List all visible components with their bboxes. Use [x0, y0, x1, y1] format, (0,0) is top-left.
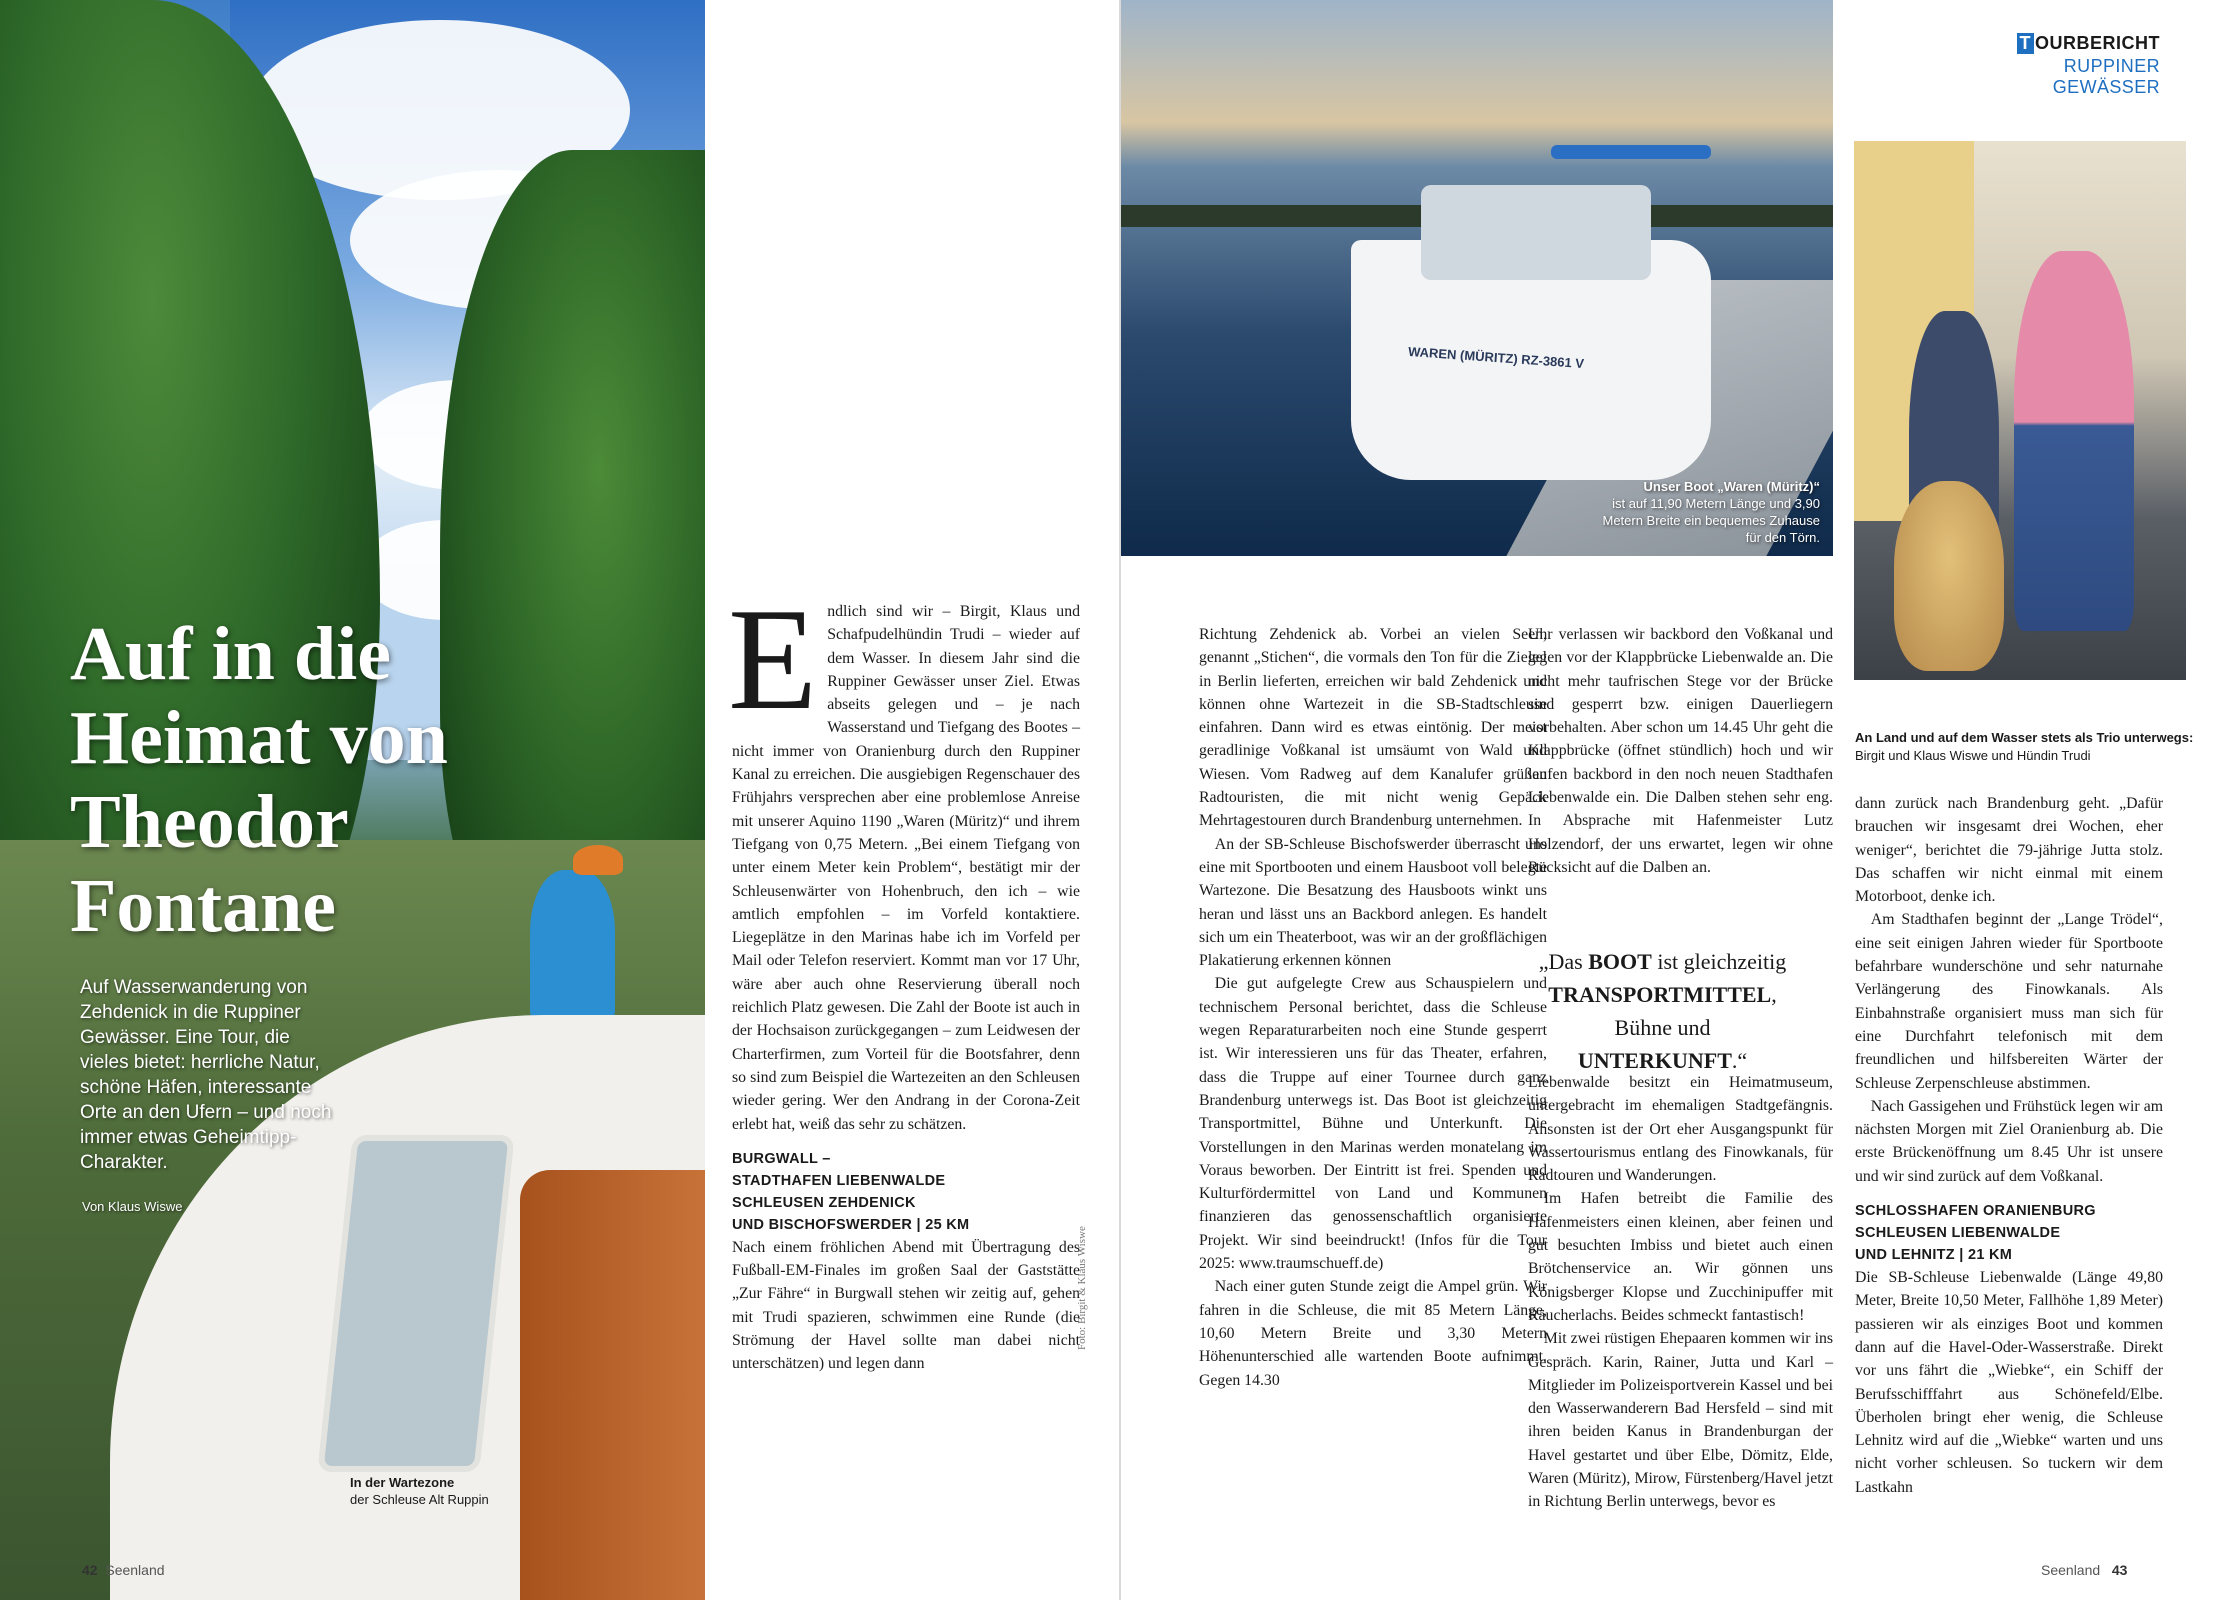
hero-caption	[350, 1474, 510, 1508]
drop-cap: E	[728, 578, 818, 740]
boat-roof	[1551, 145, 1711, 159]
boat-cabin	[1421, 185, 1651, 280]
author-byline: Von Klaus Wiswe	[82, 1199, 183, 1214]
wooden-deck	[520, 1170, 705, 1600]
hull-name: WAREN (MÜRITZ) RZ-3861 V	[1407, 343, 1585, 372]
subheading-line: SCHLEUSEN ZEHDENICK	[732, 1194, 916, 1211]
subheading	[1855, 1200, 2163, 1266]
paragraph: Liebenwalde besitzt ein Heimatmuseum, untergebracht im ehemaligen Stadtgefängnis. Ansonsten ist der Ort eher Ausgangspunkt für Wassertourismus entlang des Finowkanals, für Radtouren und Wanderungen.	[1528, 1074, 1833, 1185]
paragraph: Mit zwei rüstigen Ehepaaren kommen wir ins Gespräch. Karin, Rainer, Jutta und Karl – Mitglieder im Polizeisportverein Kassel und bei den Wasserwanderern Bad Hersfeld – sind mit ihren beiden Kanus in Brandenburgan der Havel gestartet und über Elbe, Dömitz, Elde, Waren (Müritz), Mirow, Fürstenberg/Havel jetzt in Richtung Berlin unterwegs, bevor es	[1528, 1330, 1833, 1511]
paragraph: Richtung Zehdenick ab. Vorbei an vielen Seen, genannt „Stichen“, die vormals den Ton für die Ziegel in Berlin lieferten, erreichen wir bald Zehdenick und können ohne Wartezeit in die SB-Stadtschleuse einfahren. Dann wird es etwas eintönig. Der meist geradlinige Voßkanal ist umsäumt von Wald und Wiesen. Vom Radweg auf dem Kanalufer grüßen Radtouristen, die mit nicht wenig Gepäck Mehrtagestouren durch Brandenburg unternehmen.	[1199, 626, 1547, 830]
people-caption-text: Birgit und Klaus Wiswe und Hündin Trudi	[1855, 748, 2091, 763]
text-column-2	[1199, 623, 1547, 1392]
text-column-1	[728, 578, 1080, 1376]
quote-emphasis: TRANSPORTMITTEL	[1548, 982, 1772, 1007]
magazine-name: Seenland	[2041, 1562, 2101, 1578]
paragraph: Nach einem fröhlichen Abend mit Übertragung des Fußball-EM-Finales im großen Saal der Gaststätte „Zur Fähre“ in Burgwall stehen wir zeitig auf, gehen mit Trudi spazieren, schwimmen eine Runde (die Strömung der Havel sollte man dabei nicht unterschätzen) und legen dann	[732, 1238, 1080, 1373]
paragraph: Die SB-Schleuse Liebenwalde (Länge 49,80 Meter, Breite 10,50 Meter, Fallhöhe 1,89 Meter) passieren wir als einziges Boot und kommen dann auf die Havel-Oder-Wasserstraße. Direkt vor uns fährt die „Wiebke“, ein Schiff der Berufsschifffahrt aus Schönefeld/Elbe. Überholen bringt eher wenig, die Schleuse Lehnitz wird auf die „Wiebke“ warten und uns nicht vorher schleusen. So tuckern wir dem Lastkahn	[1855, 1269, 2163, 1496]
page-number: 43	[2111, 1562, 2128, 1578]
boat-caption	[1590, 478, 1820, 546]
subheading-line: UND LEHNITZ | 21 KM	[1855, 1247, 2013, 1264]
folio-right	[2041, 1562, 2127, 1578]
people-photo	[1854, 141, 2186, 680]
section-label	[2005, 33, 2160, 54]
paragraph: An der SB-Schleuse Bischofswerder überrascht uns eine mit Sportbooten und einem Hausboot voll belegte Wartezone. Die Besatzung des Hausboots winkt uns heran und lässt uns an Backbord anlegen. Es handelt sich um ein Theaterboot, was wir an der großflächigen Plakatierung erkennen können	[1199, 835, 1547, 970]
subheading-line: SCHLEUSEN LIEBENWALDE	[1855, 1225, 2061, 1242]
section-initial: T	[2017, 33, 2035, 54]
quote-emphasis: BOOT	[1588, 949, 1652, 974]
subheading-line: STADTHAFEN LIEBENWALDE	[732, 1172, 946, 1189]
article-lead: Auf Wasserwanderung von Zehdenick in die Ruppiner Gewässer. Eine Tour, die vieles bietet: herrliche Natur, schöne Häfen, interessante Orte an den Ufern – und noch immer etwas Geheimtipp-Charakter.	[80, 977, 332, 1173]
paragraph: Am Stadthafen beginnt der „Lange Trödel“, eine seit einigen Jahren wieder für Sportboote befahrbare wunderschöne und sehr naturnahe Verlängerung des Finowkanals. Als Einbahnstraße organisiert muss man sich für eine Durchfahrt telefonisch mit dem freundlichen und hilfsbereiten Wärter der Schleuse Zerpenschleuse abstimmen.	[1855, 911, 2163, 1092]
people-caption	[1855, 729, 2195, 765]
paragraph: Nach einer guten Stunde zeigt die Ampel grün. Wir fahren in die Schleuse, die mit 85 Metern Länge, 10,60 Metern Breite und 3,30 Metern Höhenunterschied alle wartenden Boote aufnimmt. Gegen 14.30	[1199, 1278, 1547, 1389]
subheading	[732, 1148, 1080, 1236]
hero-caption-bold: In der Wartezone	[350, 1475, 455, 1490]
dog	[1894, 481, 2004, 671]
subheading-line: SCHLOSSHAFEN ORANIENBURG	[1855, 1203, 2096, 1220]
subheading-line: BURGWALL –	[732, 1150, 831, 1167]
quote-text: ist gleichzeitig	[1651, 949, 1787, 974]
quote-text: .“	[1731, 1048, 1748, 1073]
text-column-4	[1855, 792, 2163, 1499]
boat-caption-text: ist auf 11,90 Metern Länge und 3,90 Metern Breite ein bequemes Zuhause für den Törn.	[1602, 496, 1820, 545]
text-column-3	[1528, 623, 1833, 879]
paragraph: Die gut aufgelegte Crew aus Schauspielern und technischem Personal berichtet, dass die Schleuse wegen Reparaturarbeiten noch eine Stunde gesperrt ist. Wir interessieren uns für das Theater, erfahren, dass die Truppe auf einer Tournee durch ganz Brandenburg unterwegs ist. Das Boot ist gleichzeitig Transportmittel, Bühne und Unterkunft. Die Vorstellungen in den Marinas werden monatelang im Voraus beworben. Der Eintritt ist frei. Spenden und Kulturfördermittel von Land und Kommunen finanzieren das genossenschaftlich organisierte Projekt. Wir sind beeindruckt! (Infos für die Tour 2025: www.traumschueff.de)	[1199, 975, 1547, 1273]
people-caption-bold: An Land und auf dem Wasser stets als Trio unterwegs:	[1855, 730, 2194, 745]
boat-caption-bold: Unser Boot „Waren (Müritz)“	[1643, 479, 1820, 494]
paragraph: dann zurück nach Brandenburg geht. „Dafür brauchen wir insgesamt drei Wochen, eher weniger“, berichtet die 79-jährige Jutta stolz. Das schaffen wir nicht einmal mit einem Motorboot, denke ich.	[1855, 795, 2163, 906]
paragraph: Uhr verlassen wir backbord den Voßkanal und legen vor der Klappbrücke Liebenwalde an. Die nicht mehr taufrischen Stege vor der Brücke sind gesperrt bzw. einigen Dauerliegern vorbehalten. Aber schon um 14.45 Uhr geht die Klappbrücke (öffnet stündlich) hoch und wir laufen backbord in den noch neuen Stadthafen Liebenwalde ein. Die Dalben stehen sehr eng. In Absprache mit Hafenmeister Lutz Holzendorf, der uns erwartet, legen wir ohne Rücksicht auf die Dalben an.	[1528, 626, 1833, 876]
quote-emphasis: UNTERKUNFT	[1577, 1048, 1732, 1073]
page-number: 42	[82, 1562, 98, 1578]
paragraph: Im Hafen betreibt die Familie des Hafenmeisters einen kleinen, aber feinen und gut besuchten Imbiss und bietet auch einen Brötchenservice an. Wir gönnen uns Königsberger Klopse und Zucchinipuffer mit Räucherlachs. Beides schmeckt fantastisch!	[1528, 1190, 1833, 1324]
hero-caption-text: der Schleuse Alt Ruppin	[350, 1492, 489, 1507]
quote-text: „Das	[1538, 949, 1589, 974]
section-tag	[2005, 33, 2160, 98]
quote-text: , Bühne und	[1614, 982, 1777, 1040]
section-subtitle: RUPPINER GEWÄSSER	[2052, 56, 2160, 97]
paragraph: Nach Gassigehen und Frühstück legen wir am nächsten Morgen mit Ziel Oranienburg ab. Die erste Brückenöffnung um 8.45 Uhr ist unsere und wir sind zurück auf dem Voßkanal.	[1855, 1097, 2163, 1185]
photo-credit: Foto: Birgit & Klaus Wiswe	[1076, 1226, 1088, 1350]
pull-quote	[1520, 945, 1805, 1077]
folio-left	[82, 1562, 165, 1578]
man	[2014, 251, 2134, 631]
section-label-rest: OURBERICHT	[2035, 33, 2160, 53]
subheading-line: UND BISCHOFSWERDER | 25 KM	[732, 1216, 970, 1233]
article-headline: Auf in die Heimat von Theodor Fontane	[70, 612, 448, 948]
magazine-name: Seenland	[105, 1562, 165, 1578]
text-column-3-lower	[1528, 1071, 1833, 1514]
boat-photo	[1121, 0, 1833, 556]
paragraph: ndlich sind wir – Birgit, Klaus und Schafpudelhündin Trudi – wieder auf dem Wasser. In diesem Jahr sind die Ruppiner Gewässer unser Ziel. Etwas abseits gelegen und – je nach Wasserstand und Tiefgang des Bootes – nicht immer von Oranienburg durch den Ruppiner Kanal zu erreichen. Die ausgiebigen Regenschauer des Frühjahrs versprechen aber eine problemlose Anreise mit unserer Aquino 1190 „Waren (Müritz)“ und ihrem Tiefgang von 0,75 Metern. „Bei einem Tiefgang von unter einem Meter kein Problem“, bestätigt mir der Schleusenwärter von Hohenbruch, den ich – wie amtlich empfohlen – im Vorfeld kontaktiere. Liegeplätze in den Marinas habe ich im Vorfeld per Mail oder Telefon reserviert. Kommt man vor 17 Uhr, wäre aber auch ohne Reservierung überall noch reichlich Platz gewesen. Die Zahl der Boote ist auch in der Hochsaison zurückgegangen – zum Leidwesen der Charterfirmen, zum Vorteil für die Bootsfahrer, denn so sind zum Beispiel die Wartezeiten an den Schleusen wieder gering. Wer den Andrang in der Corona-Zeit erlebt hat, weiß das sehr zu schätzen.	[732, 603, 1080, 1133]
